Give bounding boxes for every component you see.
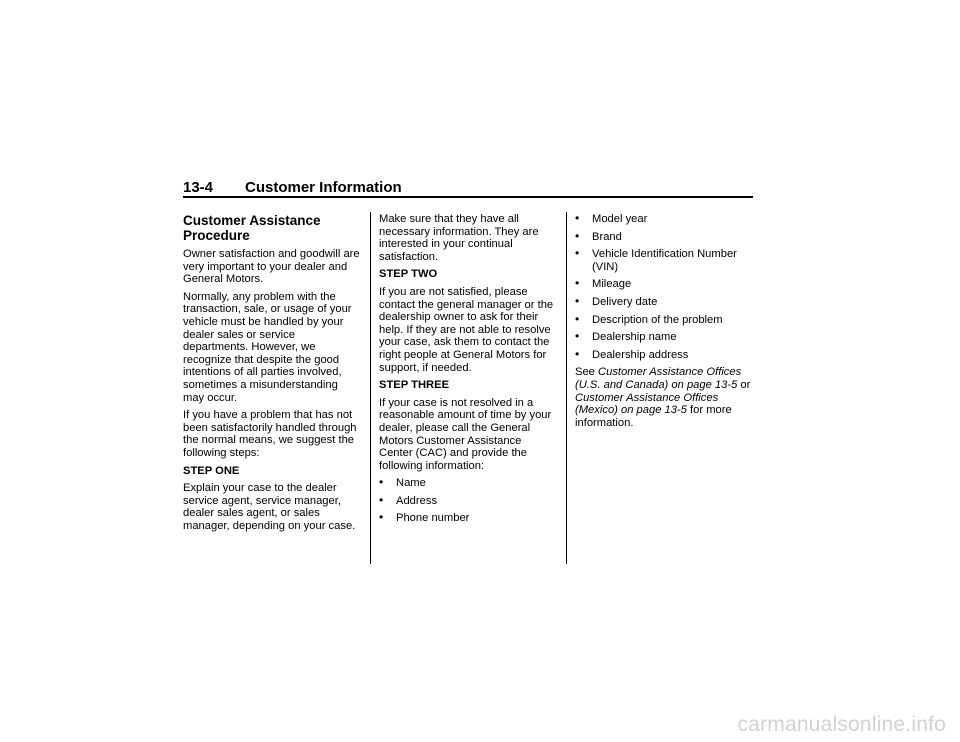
step-three-text: If your case is not resolved in a reasonable amount of time by your dealer, please call the General Motors Customer Assistance Center (CAC) and provide the following information: [379,396,552,472]
watermark: carmanualsonline.info [737,713,946,736]
list-item: • Model year [575,213,753,226]
step-three-label: STEP THREE [379,379,450,392]
list-item: • Vehicle Identification Number (VIN) [575,248,753,273]
list-item: • Brand [575,231,753,244]
step-one-label: STEP ONE [183,464,240,477]
list-item: • Delivery date [575,296,753,309]
list-item: • Phone number [379,512,557,525]
list-item: • Address [379,495,557,508]
column-1 [183,213,361,537]
column-divider-2 [566,212,567,564]
paragraph-necessary-info: Make sure that they have all necessary information. They are interested in your continual satisfaction. [379,213,539,263]
reference-link-us-canada[interactable]: Customer Assistance Offices (U.S. and Canada) on page 13-5 [575,366,742,391]
step-one-text: Explain your case to the dealer service agent, service manager, dealer sales agent, or sales manager, depending on your case. [183,482,356,532]
vehicle-info-list [575,213,753,361]
step-two-text: If you are not satisfied, please contact the general manager or the dealership owner to ask for their help. If they are not able to resolve your case, ask them to contact the right people at General Motors for support, if needed. [379,285,554,374]
contact-info-list [379,477,557,525]
list-item: • Dealership address [575,349,753,362]
reference-link-mexico[interactable]: Customer Assistance Offices (Mexico) on page 13-5 [575,391,719,417]
paragraph-satisfaction: Owner satisfaction and goodwill are very important to your dealer and General Motors. [183,248,360,286]
list-item: • Dealership name [575,331,753,344]
see-prefix: See [575,366,599,379]
section-heading: Customer Assistance Procedure [183,213,321,243]
step-two-label: STEP TWO [379,268,438,281]
page-number: 13-4 [183,179,214,196]
list-item: • Mileage [575,278,753,291]
paragraph-problem-handling: Normally, any problem with the transaction, sale, or usage of your vehicle must be handled by your dealer sales or service departments. However, we recognize that despite the good intentions of all parties involved, sometimes a misunderstanding may occur. [183,290,352,404]
section-title: Customer Information [245,179,402,196]
column-divider-1 [370,212,371,564]
see-reference [575,366,753,429]
page-header [183,179,753,196]
list-item: • Name [379,477,557,490]
column-2 [379,213,557,530]
column-3 [575,213,753,434]
see-suffix: for more information. [575,404,732,429]
paragraph-suggested-steps: If you have a problem that has not been satisfactorily handled through the normal means, we suggest the following steps: [183,409,357,459]
list-item: • Description of the problem [575,314,753,327]
header-rule [183,196,753,198]
see-or: or [737,378,751,391]
